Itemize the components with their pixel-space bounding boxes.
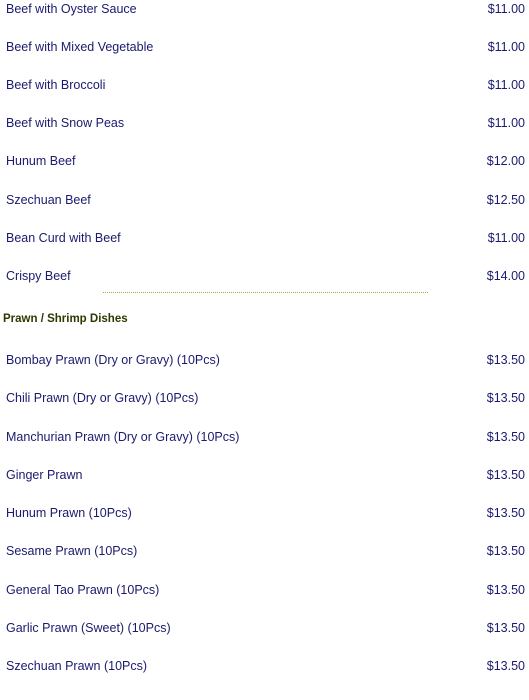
menu-item-row [6, 231, 525, 251]
menu-item-name: Beef with Oyster Sauce [6, 2, 137, 16]
menu-item-price: $11.00 [487, 231, 525, 245]
menu-item-row [6, 621, 525, 641]
menu-item-price: $13.50 [486, 353, 525, 367]
menu-item-row [6, 2, 525, 22]
menu-item-name: Hunum Prawn (10Pcs) [6, 506, 132, 520]
menu-item-name: Sesame Prawn (10Pcs) [6, 544, 138, 558]
menu-item-name: Ginger Prawn [6, 468, 83, 482]
menu-item-row [6, 193, 525, 213]
menu-item-name: Bean Curd with Beef [6, 231, 121, 245]
menu-item-row [6, 116, 525, 136]
menu-item-price: $13.50 [486, 430, 525, 444]
menu-item-price: $13.50 [486, 391, 525, 405]
section-divider [103, 292, 428, 293]
menu-item-name: Garlic Prawn (Sweet) (10Pcs) [6, 621, 171, 635]
menu-item-price: $11.00 [487, 78, 525, 92]
menu-item-price: $11.00 [487, 40, 525, 54]
menu-item-price: $12.50 [486, 193, 525, 207]
menu-item-name: Hunum Beef [6, 154, 76, 168]
menu-item-name: Beef with Snow Peas [6, 116, 125, 130]
menu-item-row [6, 659, 525, 679]
menu-item-price: $14.00 [486, 269, 525, 283]
menu-item-price: $13.50 [486, 468, 525, 482]
section-heading: Prawn / Shrimp Dishes [3, 313, 128, 325]
menu-item-name: General Tao Prawn (10Pcs) [6, 583, 160, 597]
menu-item-price: $11.00 [487, 116, 525, 130]
menu-item-row [6, 154, 525, 174]
menu-item-row [6, 40, 525, 60]
menu-item-name: Crispy Beef [6, 269, 71, 283]
menu-item-row [6, 506, 525, 526]
menu-item-row [6, 544, 525, 564]
menu-item-name: Beef with Mixed Vegetable [6, 40, 154, 54]
menu-item-name: Bombay Prawn (Dry or Gravy) (10Pcs) [6, 353, 220, 367]
menu-item-row [6, 583, 525, 603]
menu-item-name: Szechuan Prawn (10Pcs) [6, 659, 148, 673]
menu-item-name: Manchurian Prawn (Dry or Gravy) (10Pcs) [6, 430, 240, 444]
menu-item-name: Szechuan Beef [6, 193, 91, 207]
menu-item-price: $13.50 [486, 506, 525, 520]
menu-item-row [6, 269, 525, 289]
menu-item-row [6, 468, 525, 488]
menu-item-row [6, 353, 525, 373]
menu-item-price: $13.50 [486, 659, 525, 673]
menu-item-row [6, 430, 525, 450]
menu-item-price: $12.00 [486, 154, 525, 168]
menu-item-price: $13.50 [486, 583, 525, 597]
menu-item-name: Beef with Broccoli [6, 78, 106, 92]
menu-item-row [6, 78, 525, 98]
menu-item-row [6, 391, 525, 411]
menu-item-price: $11.00 [487, 2, 525, 16]
menu-item-price: $13.50 [486, 544, 525, 558]
menu-item-price: $13.50 [486, 621, 525, 635]
menu-item-name: Chili Prawn (Dry or Gravy) (10Pcs) [6, 391, 199, 405]
